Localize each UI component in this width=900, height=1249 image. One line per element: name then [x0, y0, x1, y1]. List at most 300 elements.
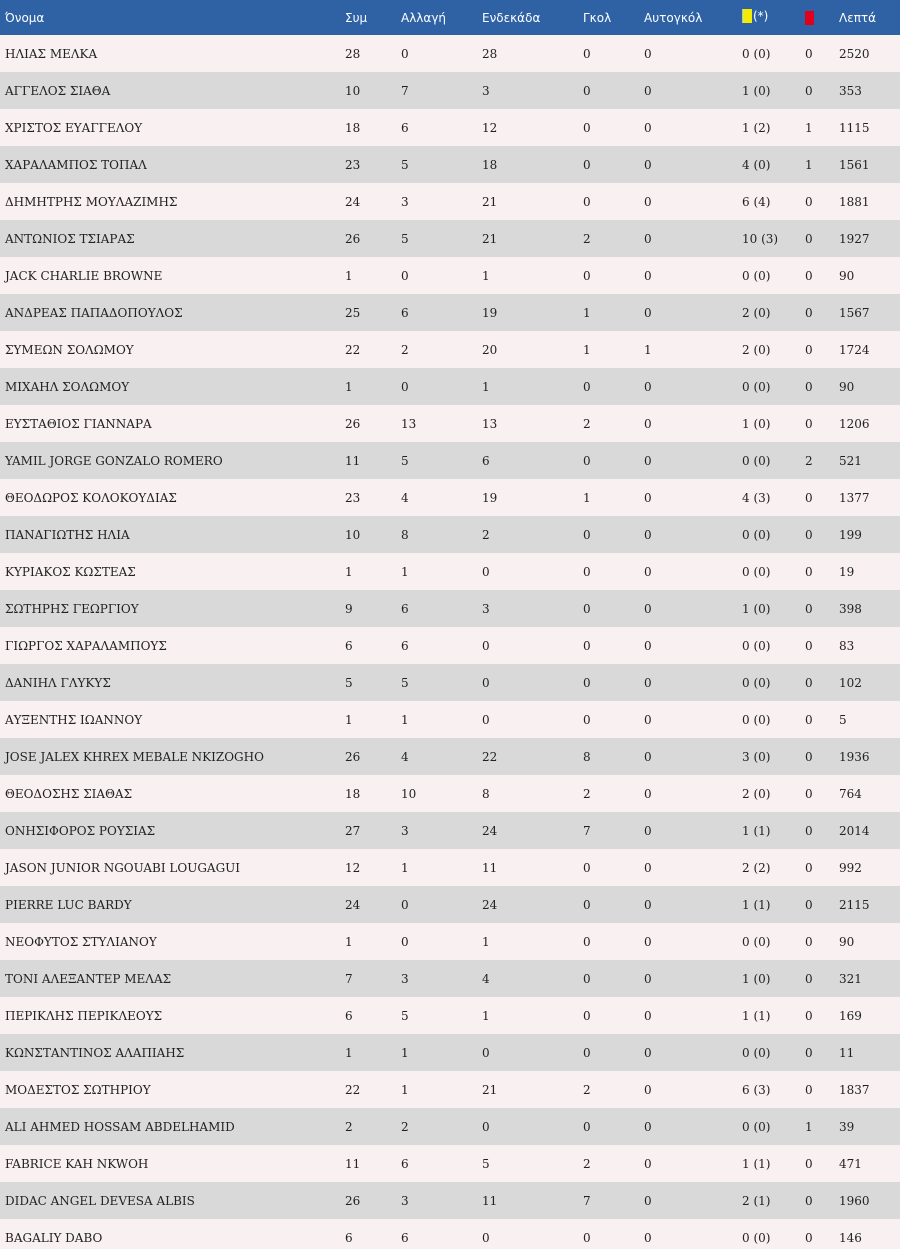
cell-minutes: 83	[839, 638, 855, 653]
cell-starts: 0	[482, 564, 490, 579]
cell-own-goals: 0	[644, 749, 652, 764]
table-row	[0, 183, 900, 220]
table-row	[0, 812, 900, 849]
cell-yellow: 4 (0)	[742, 157, 771, 172]
cell-minutes: 1960	[839, 1193, 870, 1208]
cell-name: FABRICE KAH NKWOH	[5, 1156, 149, 1171]
cell-name: ΕΥΣΤΑΘΙΟΣ ΓΙΑΝΝΑΡΑ	[5, 416, 152, 431]
cell-starts: 12	[482, 120, 498, 135]
cell-yellow: 0 (0)	[742, 1230, 771, 1245]
cell-starts: 20	[482, 342, 498, 357]
cell-minutes: 2520	[839, 46, 870, 61]
cell-subs: 1	[401, 712, 409, 727]
cell-own-goals: 0	[644, 46, 652, 61]
cell-own-goals: 0	[644, 157, 652, 172]
cell-red: 0	[805, 1156, 813, 1171]
cell-starts: 0	[482, 638, 490, 653]
cell-yellow: 10 (3)	[742, 231, 779, 246]
cell-red: 0	[805, 342, 813, 357]
cell-subs: 0	[401, 897, 409, 912]
cell-red: 0	[805, 1008, 813, 1023]
cell-name: ΘΕΟΔΩΡΟΣ ΚΟΛΟΚΟΥΔΙΑΣ	[5, 490, 177, 505]
cell-red: 2	[805, 453, 813, 468]
table-row	[0, 738, 900, 775]
cell-goals: 0	[583, 120, 591, 135]
cell-minutes: 199	[839, 527, 862, 542]
cell-minutes: 102	[839, 675, 862, 690]
cell-goals: 0	[583, 712, 591, 727]
cell-subs: 3	[401, 971, 409, 986]
cell-goals: 0	[583, 638, 591, 653]
cell-goals: 2	[583, 1156, 591, 1171]
cell-goals: 0	[583, 453, 591, 468]
cell-goals: 0	[583, 1045, 591, 1060]
cell-goals: 8	[583, 749, 591, 764]
cell-minutes: 398	[839, 601, 862, 616]
cell-starts: 2	[482, 527, 490, 542]
cell-minutes: 1377	[839, 490, 870, 505]
cell-starts: 5	[482, 1156, 490, 1171]
cell-starts: 21	[482, 194, 498, 209]
cell-yellow: 3 (0)	[742, 749, 771, 764]
table-row	[0, 997, 900, 1034]
cell-goals: 1	[583, 342, 591, 357]
header-apps[interactable]: Συμ	[345, 10, 368, 25]
cell-goals: 2	[583, 786, 591, 801]
cell-starts: 6	[482, 453, 490, 468]
cell-apps: 7	[345, 971, 353, 986]
header-red-cards[interactable]	[805, 0, 839, 35]
cell-subs: 0	[401, 268, 409, 283]
cell-red: 0	[805, 527, 813, 542]
cell-apps: 22	[345, 1082, 361, 1097]
table-row	[0, 886, 900, 923]
cell-apps: 1	[345, 379, 353, 394]
cell-own-goals: 0	[644, 490, 652, 505]
table-row	[0, 405, 900, 442]
table-row	[0, 960, 900, 997]
cell-own-goals: 0	[644, 1230, 652, 1245]
cell-red: 0	[805, 675, 813, 690]
cell-yellow: 1 (0)	[742, 971, 771, 986]
cell-yellow: 0 (0)	[742, 934, 771, 949]
cell-yellow: 2 (0)	[742, 342, 771, 357]
cell-minutes: 1567	[839, 305, 870, 320]
cell-goals: 0	[583, 675, 591, 690]
cell-starts: 1	[482, 379, 490, 394]
cell-own-goals: 0	[644, 416, 652, 431]
cell-subs: 2	[401, 1119, 409, 1134]
cell-subs: 8	[401, 527, 409, 542]
cell-name: JASON JUNIOR NGOUABI LOUGAGUI	[5, 860, 241, 875]
cell-minutes: 2014	[839, 823, 870, 838]
cell-minutes: 90	[839, 268, 855, 283]
cell-apps: 23	[345, 490, 361, 505]
cell-starts: 11	[482, 1193, 498, 1208]
table-row	[0, 553, 900, 590]
table-row	[0, 627, 900, 664]
cell-apps: 1	[345, 564, 353, 579]
cell-minutes: 11	[839, 1045, 855, 1060]
cell-own-goals: 0	[644, 897, 652, 912]
cell-apps: 24	[345, 194, 361, 209]
cell-own-goals: 0	[644, 1193, 652, 1208]
cell-minutes: 353	[839, 83, 862, 98]
cell-goals: 7	[583, 823, 591, 838]
cell-own-goals: 0	[644, 860, 652, 875]
cell-goals: 1	[583, 490, 591, 505]
table-row	[0, 590, 900, 627]
cell-goals: 0	[583, 1008, 591, 1023]
cell-name: ΠΕΡΙΚΛΗΣ ΠΕΡΙΚΛΕΟΥΣ	[5, 1008, 163, 1023]
cell-red: 0	[805, 83, 813, 98]
cell-yellow: 2 (0)	[742, 305, 771, 320]
cell-yellow: 0 (0)	[742, 564, 771, 579]
cell-subs: 1	[401, 860, 409, 875]
cell-yellow: 2 (1)	[742, 1193, 771, 1208]
cell-name: ΑΓΓΕΛΟΣ ΣΙΑΘΑ	[5, 83, 111, 98]
cell-yellow: 1 (0)	[742, 601, 771, 616]
cell-starts: 19	[482, 305, 498, 320]
cell-name: ΑΝΔΡΕΑΣ ΠΑΠΑΔΟΠΟΥΛΟΣ	[5, 305, 183, 320]
cell-yellow: 0 (0)	[742, 1119, 771, 1134]
cell-minutes: 764	[839, 786, 862, 801]
cell-starts: 0	[482, 1119, 490, 1134]
cell-minutes: 2115	[839, 897, 870, 912]
table-row	[0, 72, 900, 109]
table-header	[0, 0, 900, 35]
cell-goals: 0	[583, 157, 591, 172]
header-row	[0, 0, 900, 35]
cell-starts: 1	[482, 934, 490, 949]
cell-red: 0	[805, 971, 813, 986]
cell-red: 0	[805, 194, 813, 209]
cell-own-goals: 0	[644, 1119, 652, 1134]
cell-starts: 0	[482, 1045, 490, 1060]
cell-yellow: 0 (0)	[742, 527, 771, 542]
cell-apps: 11	[345, 453, 361, 468]
cell-minutes: 1927	[839, 231, 870, 246]
cell-name: PIERRE LUC BARDY	[5, 897, 132, 912]
cell-yellow: 0 (0)	[742, 1045, 771, 1060]
table-row	[0, 1071, 900, 1108]
cell-minutes: 1881	[839, 194, 870, 209]
cell-name: ΜΙΧΑΗΛ ΣΟΛΩΜΟΥ	[5, 379, 130, 394]
cell-red: 0	[805, 305, 813, 320]
cell-starts: 1	[482, 1008, 490, 1023]
cell-name: BAGALIY DABO	[5, 1230, 103, 1245]
cell-red: 0	[805, 564, 813, 579]
header-goals[interactable]: Γκολ	[583, 10, 612, 25]
table-row	[0, 220, 900, 257]
cell-yellow: 1 (1)	[742, 1156, 771, 1171]
cell-apps: 22	[345, 342, 361, 357]
cell-name: ΟΝΗΣΙΦΟΡΟΣ ΡΟΥΣΙΑΣ	[5, 823, 156, 838]
cell-goals: 2	[583, 1082, 591, 1097]
cell-name: YAMIL JORGE GONZALO ROMERO	[5, 453, 223, 468]
cell-goals: 0	[583, 268, 591, 283]
cell-subs: 5	[401, 1008, 409, 1023]
table-row	[0, 368, 900, 405]
table-row	[0, 1219, 900, 1249]
cell-subs: 5	[401, 675, 409, 690]
cell-minutes: 19	[839, 564, 855, 579]
cell-red: 0	[805, 712, 813, 727]
cell-name: ΣΩΤΗΡΗΣ ΓΕΩΡΓΙΟΥ	[5, 601, 139, 616]
table-row	[0, 331, 900, 368]
cell-red: 0	[805, 231, 813, 246]
table-row	[0, 1182, 900, 1219]
cell-goals: 0	[583, 83, 591, 98]
cell-own-goals: 0	[644, 1045, 652, 1060]
cell-name: ΝΕΟΦΥΤΟΣ ΣΤΥΛΙΑΝΟΥ	[5, 934, 157, 949]
cell-apps: 10	[345, 527, 361, 542]
cell-red: 0	[805, 416, 813, 431]
cell-subs: 5	[401, 453, 409, 468]
cell-yellow: 0 (0)	[742, 638, 771, 653]
cell-minutes: 321	[839, 971, 862, 986]
table-row	[0, 257, 900, 294]
cell-red: 0	[805, 749, 813, 764]
cell-starts: 0	[482, 712, 490, 727]
cell-own-goals: 0	[644, 823, 652, 838]
cell-apps: 18	[345, 120, 361, 135]
header-minutes[interactable]: Λεπτά	[839, 10, 877, 25]
cell-yellow: 0 (0)	[742, 675, 771, 690]
cell-starts: 8	[482, 786, 490, 801]
cell-own-goals: 0	[644, 601, 652, 616]
cell-subs: 3	[401, 823, 409, 838]
cell-red: 0	[805, 934, 813, 949]
cell-own-goals: 0	[644, 786, 652, 801]
table-row	[0, 294, 900, 331]
cell-subs: 10	[401, 786, 417, 801]
cell-subs: 5	[401, 231, 409, 246]
cell-name: ΧΡΙΣΤΟΣ ΕΥΑΓΓΕΛΟΥ	[5, 120, 143, 135]
table-row	[0, 775, 900, 812]
cell-goals: 2	[583, 231, 591, 246]
cell-subs: 6	[401, 120, 409, 135]
cell-name: ΗΛΙΑΣ ΜΕΛΚΑ	[5, 46, 98, 61]
cell-own-goals: 0	[644, 231, 652, 246]
cell-starts: 3	[482, 83, 490, 98]
cell-yellow: 0 (0)	[742, 46, 771, 61]
table-row	[0, 442, 900, 479]
cell-own-goals: 0	[644, 712, 652, 727]
cell-apps: 24	[345, 897, 361, 912]
cell-apps: 26	[345, 416, 361, 431]
cell-minutes: 471	[839, 1156, 862, 1171]
header-subs[interactable]: Αλλαγή	[401, 10, 447, 25]
cell-own-goals: 0	[644, 268, 652, 283]
table-row	[0, 701, 900, 738]
cell-minutes: 5	[839, 712, 847, 727]
cell-apps: 1	[345, 1045, 353, 1060]
cell-minutes: 1837	[839, 1082, 870, 1097]
cell-apps: 1	[345, 934, 353, 949]
cell-yellow: 2 (0)	[742, 786, 771, 801]
cell-name: ΜΟΔΕΣΤΟΣ ΣΩΤΗΡΙΟΥ	[5, 1082, 151, 1097]
cell-name: ΔΑΝΙΗΛ ΓΛΥΚΥΣ	[5, 675, 111, 690]
cell-subs: 1	[401, 1045, 409, 1060]
cell-yellow: 1 (1)	[742, 897, 771, 912]
table-row	[0, 923, 900, 960]
cell-apps: 18	[345, 786, 361, 801]
cell-minutes: 90	[839, 379, 855, 394]
cell-red: 0	[805, 823, 813, 838]
cell-apps: 26	[345, 1193, 361, 1208]
cell-yellow: 6 (3)	[742, 1082, 771, 1097]
table-row	[0, 1108, 900, 1145]
cell-red: 0	[805, 1230, 813, 1245]
cell-apps: 23	[345, 157, 361, 172]
cell-red: 0	[805, 860, 813, 875]
cell-name: ΓΙΩΡΓΟΣ ΧΑΡΑΛΑΜΠΟΥΣ	[5, 638, 167, 653]
cell-subs: 0	[401, 379, 409, 394]
cell-minutes: 169	[839, 1008, 862, 1023]
header-yellow-cards[interactable]	[742, 0, 805, 35]
cell-subs: 6	[401, 601, 409, 616]
cell-red: 0	[805, 46, 813, 61]
cell-apps: 10	[345, 83, 361, 98]
cell-own-goals: 1	[644, 342, 652, 357]
cell-starts: 21	[482, 1082, 498, 1097]
cell-goals: 0	[583, 46, 591, 61]
header-name[interactable]: Όνομα	[5, 10, 45, 25]
cell-subs: 4	[401, 490, 409, 505]
cell-own-goals: 0	[644, 527, 652, 542]
cell-apps: 11	[345, 1156, 361, 1171]
cell-goals: 0	[583, 1119, 591, 1134]
cell-yellow: 1 (1)	[742, 823, 771, 838]
cell-subs: 13	[401, 416, 417, 431]
table-row	[0, 479, 900, 516]
cell-subs: 6	[401, 638, 409, 653]
cell-red: 1	[805, 157, 813, 172]
cell-starts: 21	[482, 231, 498, 246]
cell-apps: 26	[345, 231, 361, 246]
cell-goals: 0	[583, 934, 591, 949]
cell-red: 0	[805, 1082, 813, 1097]
cell-red: 1	[805, 1119, 813, 1134]
cell-red: 0	[805, 786, 813, 801]
cell-apps: 6	[345, 1230, 353, 1245]
cell-starts: 0	[482, 675, 490, 690]
cell-yellow: 1 (0)	[742, 83, 771, 98]
cell-name: ΚΩΝΣΤΑΝΤΙΝΟΣ ΑΛΑΠΙΑΗΣ	[5, 1045, 185, 1060]
cell-yellow: 1 (2)	[742, 120, 771, 135]
cell-goals: 1	[583, 305, 591, 320]
cell-own-goals: 0	[644, 1082, 652, 1097]
cell-starts: 1	[482, 268, 490, 283]
cell-name: JACK CHARLIE BROWNE	[5, 268, 163, 283]
cell-minutes: 1724	[839, 342, 870, 357]
cell-apps: 5	[345, 675, 353, 690]
cell-goals: 0	[583, 1230, 591, 1245]
cell-own-goals: 0	[644, 971, 652, 986]
cell-goals: 0	[583, 379, 591, 394]
cell-starts: 19	[482, 490, 498, 505]
cell-red: 0	[805, 268, 813, 283]
cell-yellow: 0 (0)	[742, 379, 771, 394]
yellow-card-icon	[742, 9, 752, 23]
header-starts[interactable]: Ενδεκάδα	[482, 10, 541, 25]
cell-yellow: 0 (0)	[742, 453, 771, 468]
table-row	[0, 516, 900, 553]
cell-red: 0	[805, 1193, 813, 1208]
cell-subs: 2	[401, 342, 409, 357]
cell-name: ΔΗΜΗΤΡΗΣ ΜΟΥΛΑΖΙΜΗΣ	[5, 194, 178, 209]
cell-goals: 0	[583, 971, 591, 986]
cell-minutes: 1561	[839, 157, 870, 172]
cell-yellow: 0 (0)	[742, 712, 771, 727]
cell-minutes: 1115	[839, 120, 870, 135]
cell-minutes: 90	[839, 934, 855, 949]
cell-own-goals: 0	[644, 1008, 652, 1023]
header-own-goals[interactable]: Αυτογκόλ	[644, 10, 703, 25]
cell-own-goals: 0	[644, 194, 652, 209]
cell-own-goals: 0	[644, 1156, 652, 1171]
cell-name: ΚΥΡΙΑΚΟΣ ΚΩΣΤΕΑΣ	[5, 564, 136, 579]
cell-apps: 25	[345, 305, 361, 320]
cell-apps: 1	[345, 712, 353, 727]
cell-apps: 6	[345, 1008, 353, 1023]
cell-apps: 2	[345, 1119, 353, 1134]
table-row	[0, 1034, 900, 1071]
cell-red: 0	[805, 897, 813, 912]
cell-subs: 7	[401, 83, 409, 98]
table-row	[0, 849, 900, 886]
cell-own-goals: 0	[644, 934, 652, 949]
cell-apps: 26	[345, 749, 361, 764]
cell-goals: 2	[583, 416, 591, 431]
cell-name: JOSE JALEX KHREX MEBALE NKIZOGHO	[5, 749, 264, 764]
cell-goals: 0	[583, 860, 591, 875]
cell-minutes: 992	[839, 860, 862, 875]
cell-apps: 28	[345, 46, 361, 61]
cell-minutes: 1206	[839, 416, 870, 431]
cell-red: 0	[805, 490, 813, 505]
cell-subs: 4	[401, 749, 409, 764]
table-row	[0, 109, 900, 146]
cell-subs: 5	[401, 157, 409, 172]
cell-yellow: 1 (0)	[742, 416, 771, 431]
cell-own-goals: 0	[644, 638, 652, 653]
cell-subs: 1	[401, 1082, 409, 1097]
cell-starts: 0	[482, 1230, 490, 1245]
cell-own-goals: 0	[644, 379, 652, 394]
cell-name: ΑΝΤΩΝΙΟΣ ΤΣΙΑΡΑΣ	[5, 231, 135, 246]
cell-own-goals: 0	[644, 675, 652, 690]
cell-own-goals: 0	[644, 305, 652, 320]
cell-red: 0	[805, 1045, 813, 1060]
cell-yellow: 2 (2)	[742, 860, 771, 875]
cell-name: ΣΥΜΕΩΝ ΣΟΛΩΜΟΥ	[5, 342, 134, 357]
table-row	[0, 35, 900, 72]
cell-subs: 3	[401, 1193, 409, 1208]
cell-apps: 6	[345, 638, 353, 653]
cell-goals: 0	[583, 194, 591, 209]
cell-subs: 0	[401, 46, 409, 61]
cell-goals: 0	[583, 601, 591, 616]
cell-red: 0	[805, 379, 813, 394]
cell-name: DIDAC ANGEL DEVESA ALBIS	[5, 1193, 195, 1208]
cell-starts: 18	[482, 157, 498, 172]
cell-subs: 0	[401, 934, 409, 949]
cell-red: 0	[805, 638, 813, 653]
cell-goals: 0	[583, 527, 591, 542]
cell-name: ΑΥΞΕΝΤΗΣ ΙΩΑΝΝΟΥ	[5, 712, 143, 727]
